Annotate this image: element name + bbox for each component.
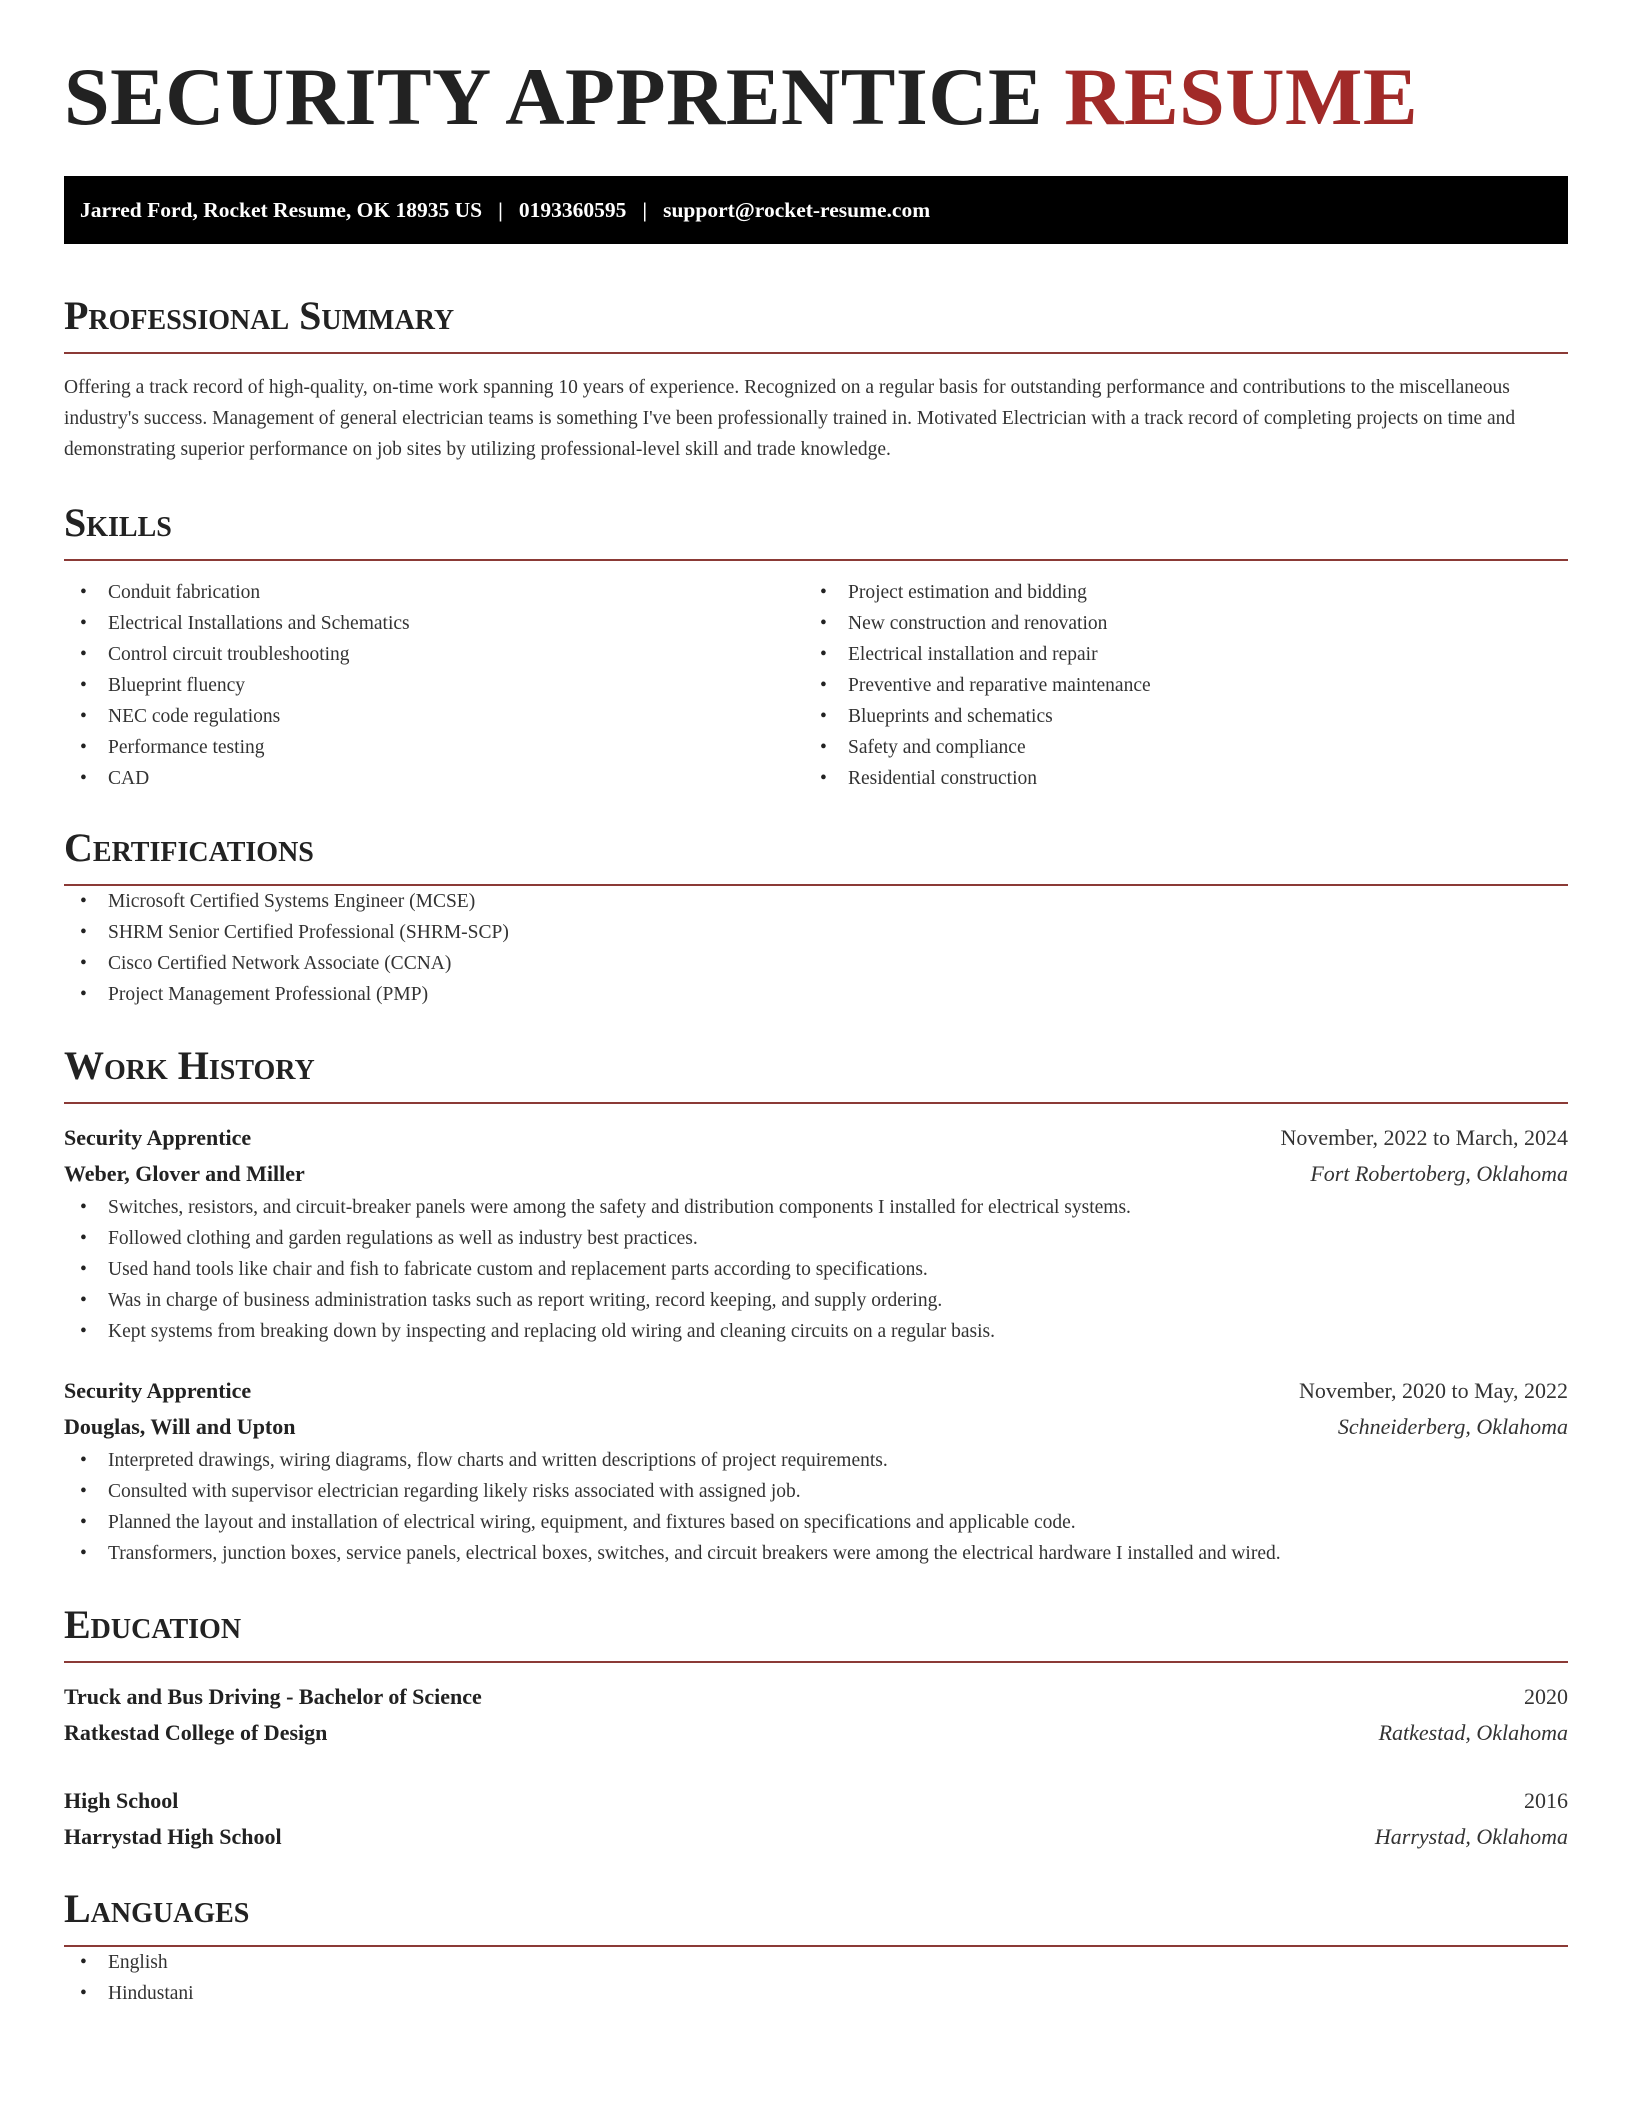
job-dates: November, 2020 to May, 2022 (1299, 1378, 1568, 1403)
title-accent: RESUME (1064, 51, 1419, 142)
list-item: • Consulted with supervisor electrician regarding likely risks associated with assigned job. (64, 1476, 1568, 1507)
contact-address: Jarred Ford, Rocket Resume, OK 18935 US (80, 197, 483, 222)
skills-list-left (64, 577, 804, 794)
list-item: • NEC code regulations (64, 701, 804, 732)
list-item: • CAD (64, 763, 804, 794)
certifications-list (64, 886, 1568, 1010)
list-item: • Was in charge of business administration tasks such as report writing, record keeping, and supply ordering. (64, 1285, 1568, 1316)
section-title-summary: Professional Summary (64, 293, 455, 338)
job-bullets (64, 1445, 1568, 1569)
list-item: • Microsoft Certified Systems Engineer (MCSE) (64, 886, 1568, 917)
section-title-languages: Languages (64, 1886, 250, 1931)
list-item: • Electrical Installations and Schematics (64, 608, 804, 639)
section-title-certifications: Certifications (64, 825, 314, 870)
education-school: Ratkestad College of Design (64, 1720, 328, 1745)
job-company: Weber, Glover and Miller (64, 1161, 305, 1186)
job-role: Security Apprentice (64, 1125, 252, 1150)
job-bullets (64, 1192, 1568, 1347)
list-item: • Kept systems from breaking down by inspecting and replacing old wiring and cleaning circuits on a regular basis. (64, 1316, 1568, 1347)
section-divider (64, 1661, 1568, 1663)
list-item: • New construction and renovation (804, 608, 1544, 639)
education-subheader (64, 1819, 1568, 1855)
list-item: • Used hand tools like chair and fish to fabricate custom and replacement parts according to specifications. (64, 1254, 1568, 1285)
section-certifications (64, 825, 1568, 1010)
job-company: Douglas, Will and Upton (64, 1414, 296, 1439)
title-main: SECURITY APPRENTICE (64, 51, 1044, 142)
contact-bar (64, 176, 1568, 244)
list-item: • Planned the layout and installation of electrical wiring, equipment, and fixtures based on specifications and applicable code. (64, 1507, 1568, 1538)
list-item: • Project Management Professional (PMP) (64, 979, 1568, 1010)
section-divider (64, 559, 1568, 561)
section-work-history (64, 1043, 1568, 1569)
job-entry (64, 1373, 1568, 1569)
section-summary (64, 293, 1568, 465)
section-title-education: Education (64, 1602, 242, 1647)
list-item: • Preventive and reparative maintenance (804, 670, 1544, 701)
section-title-work-history: Work History (64, 1043, 315, 1088)
list-item: • Blueprint fluency (64, 670, 804, 701)
list-item: • Followed clothing and garden regulations as well as industry best practices. (64, 1223, 1568, 1254)
job-dates: November, 2022 to March, 2024 (1280, 1125, 1568, 1150)
job-entry (64, 1120, 1568, 1347)
list-item: • Cisco Certified Network Associate (CCNA) (64, 948, 1568, 979)
section-education (64, 1602, 1568, 1855)
section-title-skills: Skills (64, 500, 172, 545)
education-header (64, 1783, 1568, 1819)
education-school: Harrystad High School (64, 1824, 282, 1849)
list-item: • English (64, 1947, 1568, 1978)
languages-list (64, 1947, 1568, 2009)
education-degree: Truck and Bus Driving - Bachelor of Science (64, 1684, 482, 1709)
list-item: • SHRM Senior Certified Professional (SHRM-SCP) (64, 917, 1568, 948)
job-location: Fort Robertoberg, Oklahoma (1310, 1161, 1568, 1186)
list-item: • Electrical installation and repair (804, 639, 1544, 670)
education-degree: High School (64, 1788, 179, 1813)
job-role: Security Apprentice (64, 1378, 252, 1403)
section-divider (64, 1102, 1568, 1104)
education-year: 2020 (1524, 1684, 1568, 1709)
job-subheader (64, 1156, 1568, 1192)
list-item: • Safety and compliance (804, 732, 1544, 763)
education-year: 2016 (1524, 1788, 1568, 1813)
contact-separator: | (498, 197, 503, 222)
list-item: • Interpreted drawings, wiring diagrams, flow charts and written descriptions of project requirements. (64, 1445, 1568, 1476)
list-item: • Transformers, junction boxes, service panels, electrical boxes, switches, and circuit breakers were among the electrical hardware I installed and wired. (64, 1538, 1568, 1569)
education-subheader (64, 1715, 1568, 1751)
list-item: • Project estimation and bidding (804, 577, 1544, 608)
skills-list-right (804, 577, 1544, 794)
job-header (64, 1120, 1568, 1156)
contact-separator: | (642, 197, 648, 222)
skills-grid (64, 577, 1568, 794)
list-item: • Control circuit troubleshooting (64, 639, 804, 670)
list-item: • Conduit fabrication (64, 577, 804, 608)
list-item: • Switches, resistors, and circuit-breaker panels were among the safety and distribution components I installed for electrical systems. (64, 1192, 1568, 1223)
list-item: • Blueprints and schematics (804, 701, 1544, 732)
section-languages (64, 1886, 1568, 2009)
section-divider (64, 352, 1568, 354)
summary-text: Offering a track record of high-quality, on-time work spanning 10 years of experience. Recognized on a regular basis for outstanding performance and contributions to the miscellaneous industry's success. Management of general electrician teams is something I've been professionally trained in. Motivated Electrician with a track record of completing projects on time and demonstrating superior performance on job sites by utilizing professional-level skill and trade knowledge. (64, 377, 1516, 460)
list-item: • Residential construction (804, 763, 1544, 794)
education-location: Ratkestad, Oklahoma (1378, 1720, 1568, 1745)
contact-phone: 0193360595 (518, 197, 627, 222)
job-header (64, 1373, 1568, 1409)
section-skills (64, 500, 1568, 794)
education-entry (64, 1783, 1568, 1855)
list-item: • Performance testing (64, 732, 804, 763)
education-location: Harrystad, Oklahoma (1374, 1824, 1568, 1849)
list-item: • Hindustani (64, 1978, 1568, 2009)
resume-title (64, 51, 1568, 142)
job-subheader (64, 1409, 1568, 1445)
contact-email: support@rocket-resume.com (663, 197, 931, 222)
education-header (64, 1679, 1568, 1715)
job-location: Schneiderberg, Oklahoma (1337, 1414, 1568, 1439)
education-entry (64, 1679, 1568, 1751)
